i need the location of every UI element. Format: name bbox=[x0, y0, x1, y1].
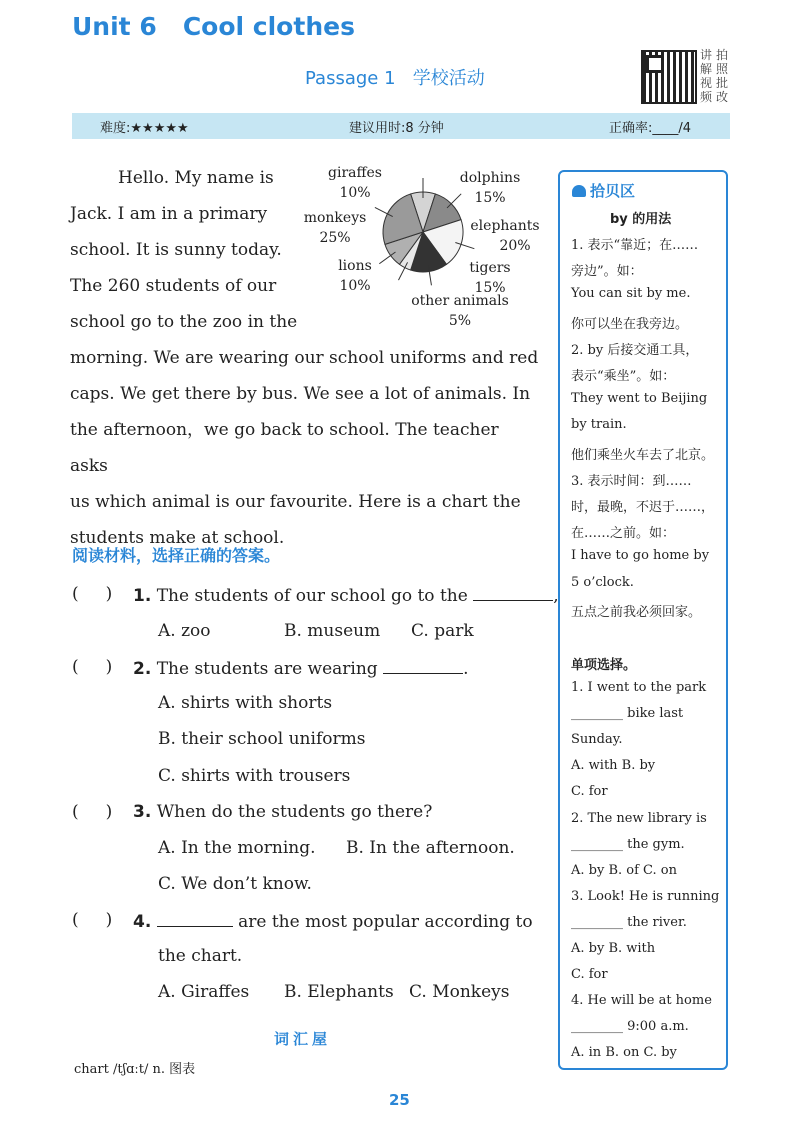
exercise-line: C. for bbox=[571, 784, 608, 800]
qr-char: 讲 bbox=[700, 48, 713, 62]
pie-label: elephants bbox=[470, 218, 540, 234]
question-trail: , bbox=[553, 586, 559, 606]
exercise-line: C. for bbox=[571, 967, 608, 983]
sidebar-line: 五点之前我必须回家。 bbox=[571, 604, 702, 620]
question-stem: The students of our school go to the bbox=[156, 586, 468, 606]
shell-icon bbox=[572, 185, 586, 197]
pie-chart bbox=[300, 160, 550, 335]
suggested-time: 建议用时:8 分钟 bbox=[349, 120, 444, 136]
sidebar-line: You can sit by me. bbox=[571, 286, 691, 302]
exercise-line: ________ 9:00 a.m. bbox=[571, 1019, 689, 1035]
pie-value-label: 15% bbox=[474, 280, 506, 296]
question-number: 3. bbox=[133, 802, 152, 822]
qr-char: 改 bbox=[716, 90, 729, 104]
option[interactable]: A. Giraffes bbox=[158, 982, 250, 1002]
option[interactable]: C. Monkeys bbox=[409, 982, 510, 1002]
option[interactable]: B. their school uniforms bbox=[158, 729, 366, 749]
sidebar-line: They went to Beijing bbox=[571, 391, 708, 407]
sidebar-line: 5 o’clock. bbox=[571, 574, 634, 590]
vocab-entry: chart /tʃɑːt/ n. 图表 bbox=[74, 1062, 196, 1077]
passage-line: morning. We are wearing our school uniforms and red bbox=[70, 348, 539, 368]
question-stem-continued: the chart. bbox=[158, 946, 243, 966]
qr-char: 解 bbox=[700, 62, 713, 76]
option[interactable]: B. Elephants bbox=[284, 982, 394, 1002]
qr-char: 批 bbox=[716, 76, 729, 90]
section-title: 阅读材料，选择正确的答案。 bbox=[72, 546, 281, 565]
option[interactable]: C. park bbox=[411, 621, 474, 641]
qr-char: 视 bbox=[700, 76, 713, 90]
answer-paren[interactable]: ( ) bbox=[72, 802, 113, 822]
pie-label: lions bbox=[338, 258, 372, 274]
question-number: 1. bbox=[133, 586, 152, 606]
passage-line: us which animal is our favourite. Here is a chart the bbox=[70, 492, 521, 512]
sidebar-line: 旁边”。如： bbox=[571, 264, 643, 280]
passage-text-bottom bbox=[70, 340, 540, 556]
sidebar-line: 在……之前。如： bbox=[571, 526, 676, 542]
option[interactable]: A. zoo bbox=[158, 621, 211, 641]
exercise-line: ________ bike last bbox=[571, 706, 684, 722]
pie-label: tigers bbox=[469, 260, 511, 276]
pie-value-label: 10% bbox=[339, 278, 371, 294]
passage-line: caps. We get there by bus. We see a lot of animals. In bbox=[70, 384, 531, 404]
blank[interactable] bbox=[157, 910, 233, 927]
pie-label: monkeys bbox=[303, 210, 367, 226]
passage-line: school. It is sunny today. bbox=[70, 240, 282, 260]
exercise-line: A. by B. of C. on bbox=[571, 862, 677, 878]
sidebar-subtitle: by 的用法 bbox=[610, 212, 672, 227]
sidebar-line: by train. bbox=[571, 417, 627, 433]
pie-value-label: 20% bbox=[499, 238, 531, 254]
sidebar-line: 你可以坐在我旁边。 bbox=[571, 316, 689, 332]
exercise-line: ________ the gym. bbox=[571, 836, 685, 852]
difficulty: 难度:★★★★★ bbox=[100, 120, 189, 136]
pie-label: other animals bbox=[411, 293, 509, 309]
sidebar-line: I have to go home by bbox=[571, 548, 710, 564]
blank[interactable] bbox=[473, 584, 553, 601]
pie-label: dolphins bbox=[459, 170, 521, 186]
pie-value-label: 15% bbox=[474, 190, 506, 206]
vocab-title: 词汇屋 bbox=[274, 1030, 332, 1048]
sidebar-line: 1. 表示“靠近；在…… bbox=[571, 238, 699, 253]
answer-paren[interactable]: ( ) bbox=[72, 657, 113, 677]
qr-char: 拍 bbox=[716, 48, 729, 62]
sidebar-line: 2. by 后接交通工具， bbox=[571, 342, 699, 358]
exercise-line: A. with B. by bbox=[571, 758, 656, 774]
question-stem: When do the students go there? bbox=[156, 802, 433, 822]
passage-line: The 260 students of our bbox=[70, 276, 277, 296]
question-2 bbox=[133, 657, 469, 679]
page-number: 25 bbox=[389, 1091, 410, 1109]
sidebar-title bbox=[572, 180, 635, 201]
info-bar bbox=[72, 113, 730, 139]
sidebar-line: 他们乘坐火车去了北京。 bbox=[571, 447, 715, 463]
option[interactable]: C. We don’t know. bbox=[158, 874, 312, 894]
sidebar-title-text: 拾贝区 bbox=[590, 182, 636, 200]
pie-value-label: 10% bbox=[339, 185, 371, 201]
exercise-line: A. in B. on C. by bbox=[571, 1045, 677, 1061]
passage-line: Jack. I am in a primary bbox=[70, 204, 268, 224]
passage-line: Hello. My name is bbox=[118, 168, 274, 188]
exercise-line: A. by B. with bbox=[571, 941, 656, 956]
exercise-line: 3. Look! He is running bbox=[571, 888, 720, 904]
answer-paren[interactable]: ( ) bbox=[72, 584, 113, 604]
answer-paren[interactable]: ( ) bbox=[72, 910, 113, 930]
option[interactable]: B. In the afternoon. bbox=[346, 838, 515, 858]
exercise-line: Sunday. bbox=[571, 732, 623, 748]
passage-line: students make at school. bbox=[70, 528, 285, 548]
sidebar-box bbox=[558, 170, 728, 1070]
pie-label: giraffes bbox=[328, 165, 382, 181]
pie-value-label: 5% bbox=[448, 313, 472, 329]
exercise-title: 单项选择。 bbox=[571, 658, 637, 673]
option[interactable]: C. shirts with trousers bbox=[158, 766, 351, 786]
qr-char: 频 bbox=[700, 90, 713, 104]
question-1 bbox=[133, 584, 559, 606]
exercise-line: 1. I went to the park bbox=[571, 680, 707, 695]
passage-line: the afternoon，we go back to school. The teacher asks bbox=[70, 420, 499, 476]
pie-value-label: 25% bbox=[319, 230, 351, 246]
exercise-line: 4. He will be at home bbox=[571, 993, 712, 1009]
passage-text-top bbox=[70, 160, 302, 340]
question-stem: The students are wearing bbox=[156, 659, 378, 679]
qr-char: 照 bbox=[716, 62, 729, 76]
question-4 bbox=[133, 910, 533, 932]
question-number: 2. bbox=[133, 659, 152, 679]
sidebar-line: 时，最晚，不迟于……， bbox=[571, 500, 715, 515]
option[interactable]: A. shirts with shorts bbox=[158, 693, 333, 713]
question-trail: . bbox=[463, 659, 469, 679]
passage-title: Passage 1 学校活动 bbox=[305, 68, 485, 89]
unit-title: Unit 6 Cool clothes bbox=[72, 12, 355, 41]
option[interactable]: A. In the morning. bbox=[158, 838, 316, 858]
qr-code-icon[interactable] bbox=[641, 50, 697, 104]
exercise-line: 2. The new library is bbox=[571, 810, 707, 826]
qr-caption bbox=[700, 48, 736, 104]
question-number: 4. bbox=[133, 912, 152, 932]
exercise-line: ________ the river. bbox=[571, 914, 687, 930]
accuracy: 正确率:____/4 bbox=[609, 120, 692, 136]
leader-line bbox=[447, 194, 461, 208]
blank[interactable] bbox=[383, 657, 463, 674]
passage-line: school go to the zoo in the bbox=[70, 312, 298, 332]
sidebar-line: 表示“乘坐”。如： bbox=[571, 369, 676, 384]
option[interactable]: B. museum bbox=[284, 621, 381, 641]
question-stem: are the most popular according to bbox=[238, 912, 533, 932]
question-3 bbox=[133, 802, 432, 822]
sidebar-line: 3. 表示时间：到…… bbox=[571, 473, 692, 489]
